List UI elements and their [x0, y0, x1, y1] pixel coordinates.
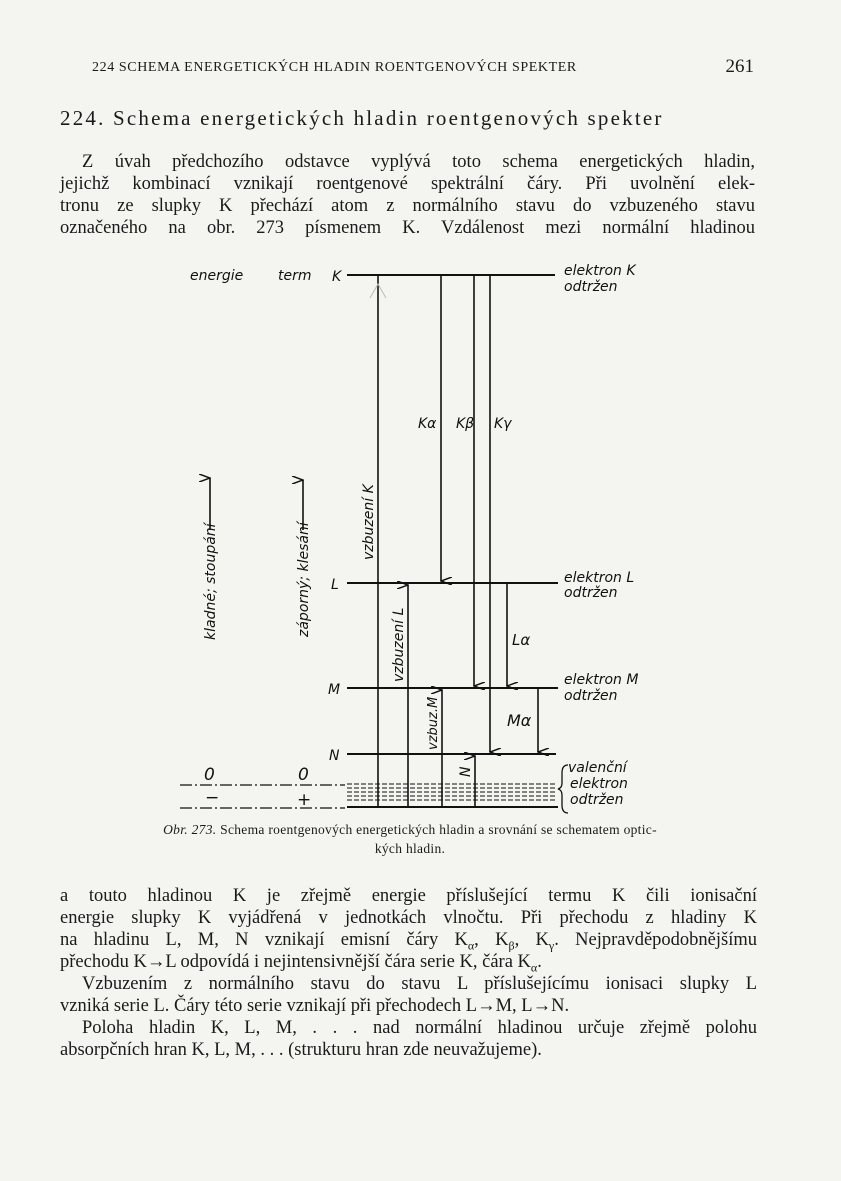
- level-label-K: K: [332, 269, 342, 285]
- body-line: [60, 886, 757, 907]
- K-alpha-label: Kα: [418, 416, 437, 432]
- right-label-L-2: odtržen: [564, 585, 618, 601]
- intro-line: jejichž kombinací vznikají roentgenové spektrální čáry. Při uvolnění elek-: [60, 174, 755, 194]
- text-run: .: [537, 952, 542, 972]
- right-label-M-1: elektron M: [564, 672, 639, 688]
- term-axis-label: záporný; klesání: [296, 522, 312, 637]
- text-run: přechodu K→L odpovídá i nejintensivnější čára serie K, čára K: [60, 952, 531, 972]
- text-run: vzniká serie L. Čáry této serie vznikají při přechodech L→M, L→N.: [60, 996, 570, 1016]
- plus-sign: +: [297, 790, 312, 810]
- figure-caption: [60, 820, 760, 858]
- zero-right: 0: [298, 765, 309, 785]
- caption-label: Obr. 273.: [163, 822, 217, 837]
- body-line: [60, 996, 757, 1017]
- level-label-M: M: [328, 682, 341, 698]
- right-label-valence-3: odtržen: [570, 792, 624, 808]
- K-beta-label: Kβ: [456, 416, 475, 432]
- right-label-valence-1: valenční: [568, 760, 627, 776]
- level-label-N: N: [329, 748, 340, 764]
- M-alpha-label: Mα: [507, 711, 532, 730]
- term-column-label: term: [278, 268, 312, 284]
- excitation-K-label: vzbuzení K: [361, 484, 377, 560]
- caption-text-2: kých hladin.: [374, 841, 446, 856]
- subscript: β: [508, 938, 515, 953]
- body-line: [60, 1040, 757, 1061]
- body-line: [60, 974, 757, 995]
- caption-text: Schema roentgenových energetických hladin a srovnání se schematem optic-: [220, 822, 657, 837]
- text-run: Vzbuzením z normálního stavu do stavu L příslušejícímu ionisaci slupky L: [82, 974, 757, 994]
- minus-sign: −: [205, 788, 220, 808]
- right-label-M-2: odtržen: [564, 688, 618, 704]
- body-line: [60, 952, 757, 976]
- energy-column-label: energie: [190, 268, 244, 284]
- excitation-N-label: N: [458, 766, 474, 777]
- level-label-L: L: [331, 577, 339, 593]
- body-line: [60, 908, 757, 929]
- text-run: energie slupky K vyjádřená v jednotkách vlnočtu. Při přechodu z hladiny K: [60, 908, 757, 928]
- text-run: , K: [474, 930, 509, 950]
- section-title: 224. Schema energetických hladin roentgenových spekter: [60, 106, 664, 130]
- body-line: [60, 1018, 757, 1039]
- right-label-K-1: elektron K: [564, 263, 636, 279]
- right-label-K-2: odtržen: [564, 279, 618, 295]
- body-line: [60, 930, 757, 954]
- page-number: 261: [725, 56, 754, 77]
- intro-line: Z úvah předchozího odstavce vyplývá toto schema energetických hladin,: [82, 152, 755, 172]
- intro-line: označeného na obr. 273 písmenem K. Vzdálenost mezi normální hladinou: [60, 218, 755, 238]
- L-alpha-label: Lα: [512, 631, 531, 649]
- text-run: . Nejpravděpodobnějšímu: [554, 930, 757, 950]
- excitation-M-label: vzbuz.M: [426, 696, 441, 750]
- zero-left: 0: [204, 765, 215, 785]
- text-run: , K: [514, 930, 549, 950]
- text-run: absorpčních hran K, L, M, . . . (strukturu hran zde neuvažujeme).: [60, 1040, 542, 1060]
- K-gamma-label: Kγ: [494, 416, 512, 432]
- intro-line: tronu ze slupky K přechází atom z normálního stavu do vzbuzeného stavu: [60, 196, 755, 216]
- energy-axis-label: kladné; stoupání: [203, 523, 219, 640]
- body-paragraphs: [60, 886, 757, 1076]
- text-run: na hladinu L, M, N vznikají emisní čáry K: [60, 930, 468, 950]
- running-title: 224 SCHEMA ENERGETICKÝCH HLADIN ROENTGENOVÝCH SPEKTER: [92, 60, 577, 75]
- right-label-valence-2: elektron: [570, 776, 628, 792]
- text-run: Poloha hladin K, L, M, . . . nad normální hladinou určuje zřejmě polohu: [82, 1018, 757, 1038]
- subscript: γ: [548, 938, 555, 953]
- excitation-L-label: vzbuzení L: [391, 607, 407, 682]
- right-label-L-1: elektron L: [564, 570, 635, 586]
- valence-brace: [558, 765, 568, 813]
- text-run: a touto hladinou K je zřejmě energie příslušející termu K čili ionisační: [60, 886, 757, 906]
- subscript: α: [530, 960, 538, 975]
- subscript: α: [467, 938, 475, 953]
